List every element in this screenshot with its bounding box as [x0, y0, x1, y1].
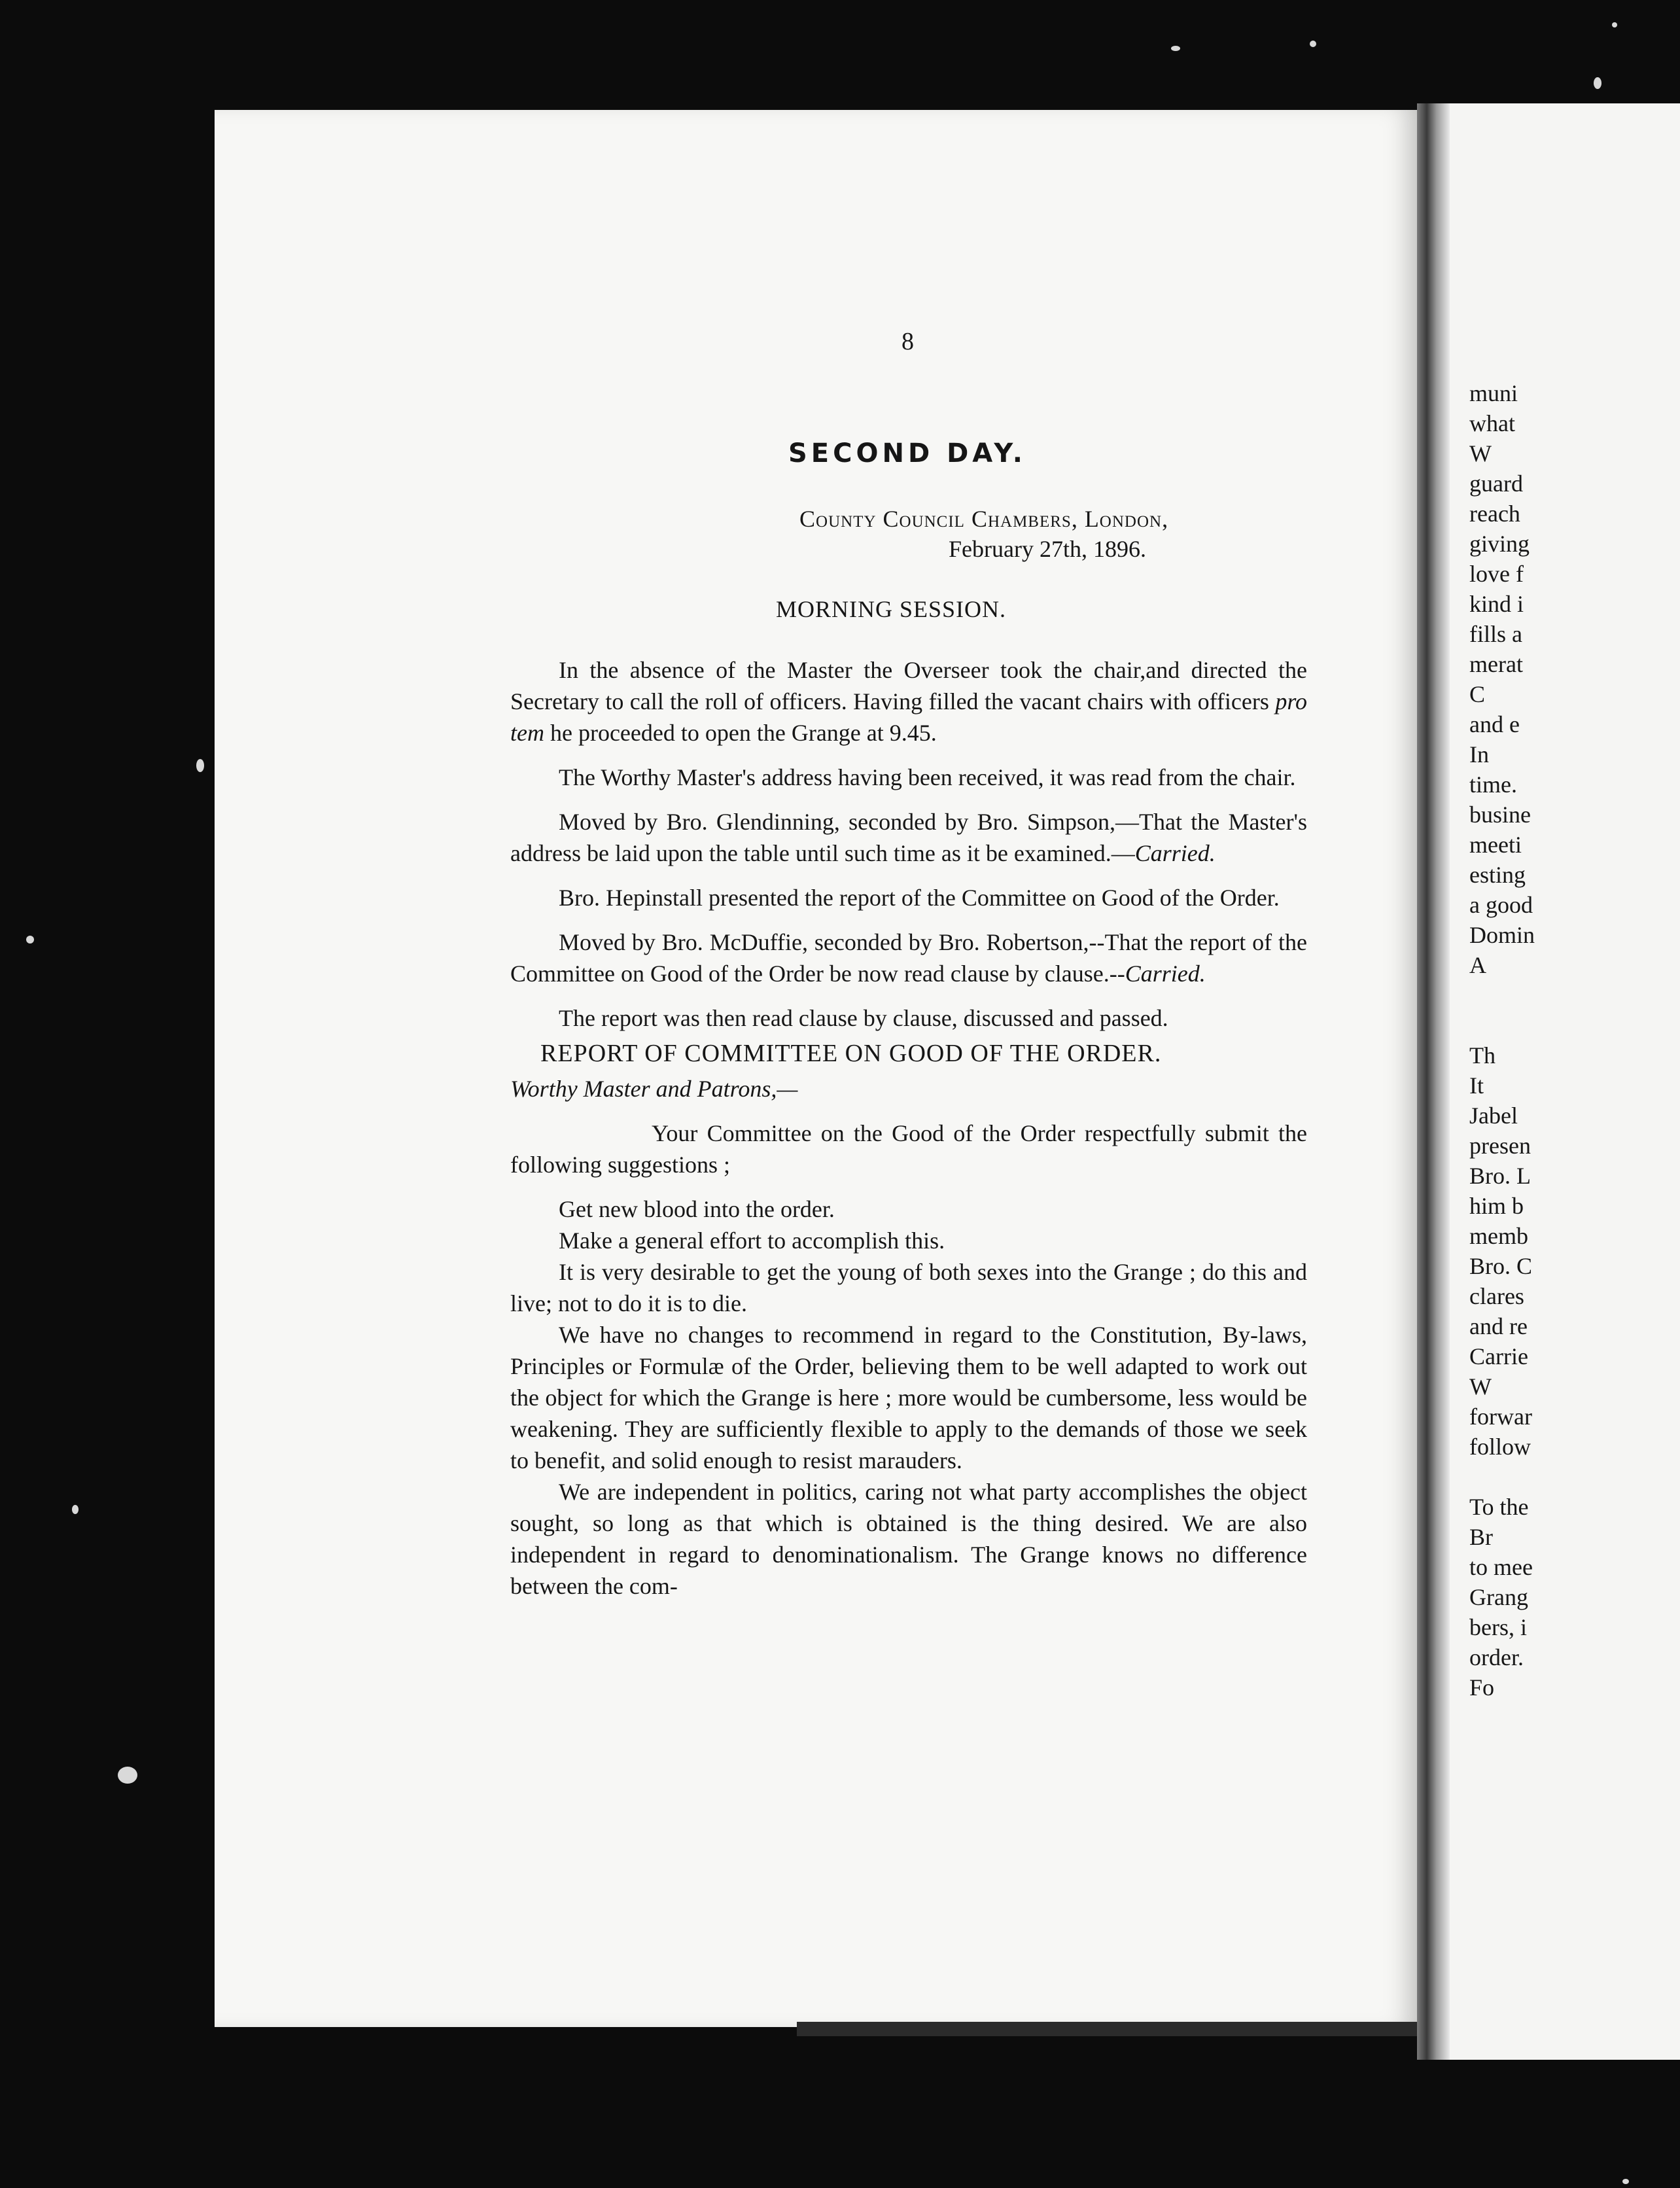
- book-gutter: [1417, 103, 1450, 2060]
- right-page-line-fragment: bers, i: [1469, 1614, 1527, 1640]
- right-page-line-fragment: memb: [1469, 1223, 1528, 1249]
- right-page-line-fragment: a good: [1469, 892, 1533, 918]
- right-page-line-fragment: esting: [1469, 862, 1526, 888]
- right-page-line-fragment: love f: [1469, 561, 1524, 587]
- paragraph-text: The report was then read clause by clause, discussed and passed.: [559, 1005, 1168, 1031]
- paragraph-text: Moved by Bro. McDuffie, seconded by Bro. Robertson,--That the report of the Committee on Good of the Order be now read clause by clause.--: [510, 929, 1307, 987]
- right-page-line-fragment: [1469, 1462, 1679, 1492]
- paragraph: [510, 806, 1307, 869]
- right-page-line-fragment: what: [1469, 410, 1515, 436]
- page-title: SECOND DAY.: [788, 438, 1026, 468]
- right-page-line-fragment: merat: [1469, 651, 1523, 677]
- session-heading: MORNING SESSION.: [776, 596, 1007, 622]
- right-page: [1450, 103, 1680, 2060]
- paragraph-text: Moved by Bro. Glendinning, seconded by Bro. Simpson,—That the Master's address be laid upon the table until such time as it be examined.—: [510, 809, 1307, 866]
- paragraph-text: In the absence of the Master the Overseer took the chair,and directed the Secretary to call the roll of officers. Having filled the vacant chairs with officers: [510, 657, 1307, 715]
- report-suggestion: Make a general effort to accomplish this.: [559, 1227, 945, 1254]
- carried-note: Carried.: [1125, 961, 1206, 987]
- minutes-body: [510, 654, 1307, 1602]
- report-heading: REPORT OF COMMITTEE ON GOOD OF THE ORDER.: [540, 1040, 1162, 1067]
- right-page-line-fragment: clares: [1469, 1283, 1524, 1309]
- dateline-place: County Council Chambers, London,: [799, 506, 1169, 532]
- right-page-line-fragment: Domin: [1469, 922, 1535, 948]
- report-salutation: Worthy Master and Patrons,—: [510, 1076, 798, 1102]
- dust-speck: [118, 1767, 137, 1784]
- dust-speck: [1594, 77, 1601, 89]
- right-page-line-fragment: Bro. C: [1469, 1253, 1533, 1279]
- dust-speck: [1171, 46, 1180, 51]
- right-page-line-fragment: giving: [1469, 531, 1530, 557]
- right-page-line-fragment: presen: [1469, 1133, 1531, 1159]
- right-page-text-fragments: [1469, 378, 1679, 1703]
- paragraph: [510, 1002, 1307, 1034]
- right-page-line-fragment: kind i: [1469, 591, 1524, 617]
- right-page-line-fragment: [1469, 980, 1679, 1010]
- dateline: [799, 504, 1297, 564]
- dust-speck: [26, 936, 34, 944]
- report-suggestion: We are independent in politics, caring not what party accomplishes the object sought, so long as that which is obtained is the thing desired. We are also independent in regard to denominationalism. The Grange knows no difference between the com-: [510, 1479, 1307, 1599]
- right-page-line-fragment: W: [1469, 440, 1492, 467]
- right-page-line-fragment: Jabel: [1469, 1103, 1518, 1129]
- right-page-line-fragment: follow: [1469, 1434, 1531, 1460]
- carried-note: Carried.: [1134, 840, 1216, 866]
- paragraph-text: The Worthy Master's address having been received, it was read from the chair.: [559, 764, 1296, 790]
- dust-speck: [1622, 2179, 1629, 2184]
- report-suggestion: Get new blood into the order.: [559, 1196, 835, 1222]
- page-number: 8: [901, 328, 914, 355]
- right-page-line-fragment: and re: [1469, 1313, 1528, 1339]
- right-page-line-fragment: muni: [1469, 380, 1518, 406]
- paragraph: [510, 926, 1307, 989]
- right-page-line-fragment: Bro. L: [1469, 1163, 1531, 1189]
- right-page-line-fragment: In: [1469, 741, 1489, 768]
- right-page-line-fragment: A: [1469, 952, 1486, 978]
- report-intro: Your Committee on the Good of the Order respectfully submit the following suggestions ;: [510, 1120, 1307, 1178]
- right-page-line-fragment: him b: [1469, 1193, 1524, 1219]
- right-page-line-fragment: reach: [1469, 501, 1520, 527]
- right-page-line-fragment: fills a: [1469, 621, 1522, 647]
- dust-speck: [72, 1505, 79, 1514]
- right-page-line-fragment: [1469, 1010, 1679, 1040]
- right-page-line-fragment: Carrie: [1469, 1343, 1528, 1369]
- right-page-line-fragment: W: [1469, 1373, 1492, 1400]
- right-page-line-fragment: C: [1469, 681, 1486, 707]
- paragraph: [510, 882, 1307, 913]
- right-page-line-fragment: time.: [1469, 771, 1517, 798]
- right-page-line-fragment: forwar: [1469, 1403, 1532, 1430]
- paragraph-text: he proceeded to open the Grange at 9.45.: [550, 720, 937, 746]
- right-page-line-fragment: and e: [1469, 711, 1520, 737]
- report-suggestion: It is very desirable to get the young of both sexes into the Grange ; do this and live; not to do it is to die.: [510, 1259, 1307, 1316]
- report-suggestion: We have no changes to recommend in regard to the Constitution, By-laws, Principles or Formulæ of the Order, believing them to be well adapted to work out the object for which the Grange is here ; more would be cumbersome, less would be weakening. They are sufficiently flexible to apply to the demands of those we seek to benefit, and solid enough to resist marauders.: [510, 1322, 1307, 1473]
- paragraph: [510, 762, 1307, 793]
- dust-speck: [196, 759, 204, 772]
- page-edge: [797, 2022, 1451, 2036]
- right-page-line-fragment: to mee: [1469, 1554, 1533, 1580]
- paragraph: [510, 654, 1307, 749]
- paragraph-text: Bro. Hepinstall presented the report of the Committee on Good of the Order.: [559, 885, 1280, 911]
- right-page-line-fragment: Grang: [1469, 1584, 1528, 1610]
- dateline-date: February 27th, 1896.: [949, 536, 1146, 562]
- right-page-line-fragment: To the: [1469, 1494, 1529, 1520]
- right-page-line-fragment: Fo: [1469, 1674, 1495, 1701]
- dust-speck: [1612, 22, 1617, 27]
- right-page-line-fragment: order.: [1469, 1644, 1524, 1670]
- paragraph-italic: pro tem: [510, 688, 1308, 746]
- right-page-line-fragment: guard: [1469, 470, 1523, 497]
- right-page-line-fragment: Th: [1469, 1042, 1496, 1068]
- right-page-line-fragment: Br: [1469, 1524, 1493, 1550]
- right-page-line-fragment: busine: [1469, 802, 1531, 828]
- right-page-line-fragment: It: [1469, 1072, 1484, 1099]
- right-page-line-fragment: meeti: [1469, 832, 1522, 858]
- dust-speck: [1310, 41, 1316, 47]
